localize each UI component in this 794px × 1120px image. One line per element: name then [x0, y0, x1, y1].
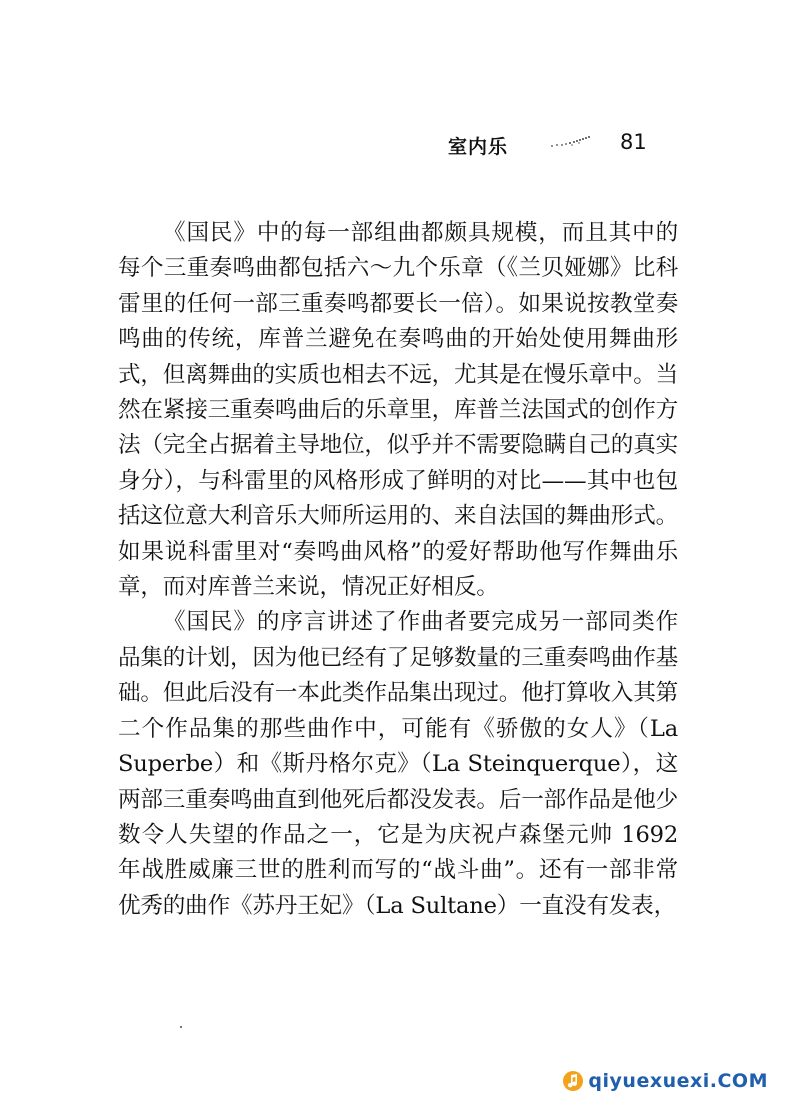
chapter-title: 室内乐 [448, 136, 509, 158]
body-text [118, 216, 678, 924]
watermark-text: qiyuexuexi.COM [588, 1070, 768, 1092]
running-head [448, 128, 658, 160]
page-number: 81 [620, 130, 647, 154]
scan-speck [180, 1026, 182, 1028]
music-note-icon [562, 1070, 584, 1092]
ornament-decoration [548, 134, 592, 148]
watermark [562, 1066, 768, 1096]
paragraph: 《国民》的序言讲述了作曲者要完成另一部同类作品集的计划，因为他已经有了足够数量的三重奏鸣曲作基础。但此后没有一本此类作品集出现过。他打算收入其第二个作品集的那些曲作中，可能有《骄傲的女人》（La Superbe）和《斯丹格尔克》（La Steinquerque），这两部三重奏鸣曲直到他死后都没发表。后一部作品是他少数令人失望的作品之一，它是为庆祝卢森堡元帅 1692 年战胜威廉三世的胜利而写的“战斗曲”。还有一部非常优秀的曲作《苏丹王妃》（La Sultane）一直没有发表， [118, 609, 678, 919]
paragraph: 《国民》中的每一部组曲都颇具规模，而且其中的每个三重奏鸣曲都包括六～九个乐章（《兰贝娅娜》比科雷里的任何一部三重奏鸣都要长一倍）。如果说按教堂奏鸣曲的传统，库普兰避免在奏鸣曲的开始处使用舞曲形式，但离舞曲的实质也相去不远，尤其是在慢乐章中。当然在紧接三重奏鸣曲后的乐章里，库普兰法国式的创作方法（完全占据着主导地位，似乎并不需要隐瞒自己的真实身分），与科雷里的风格形成了鲜明的对比——其中也包括这位意大利音乐大师所运用的、来自法国的舞曲形式。如果说科雷里对“奏鸣曲风格”的爱好帮助他写作舞曲乐章，而对库普兰来说，情况正好相反。 [118, 220, 678, 601]
